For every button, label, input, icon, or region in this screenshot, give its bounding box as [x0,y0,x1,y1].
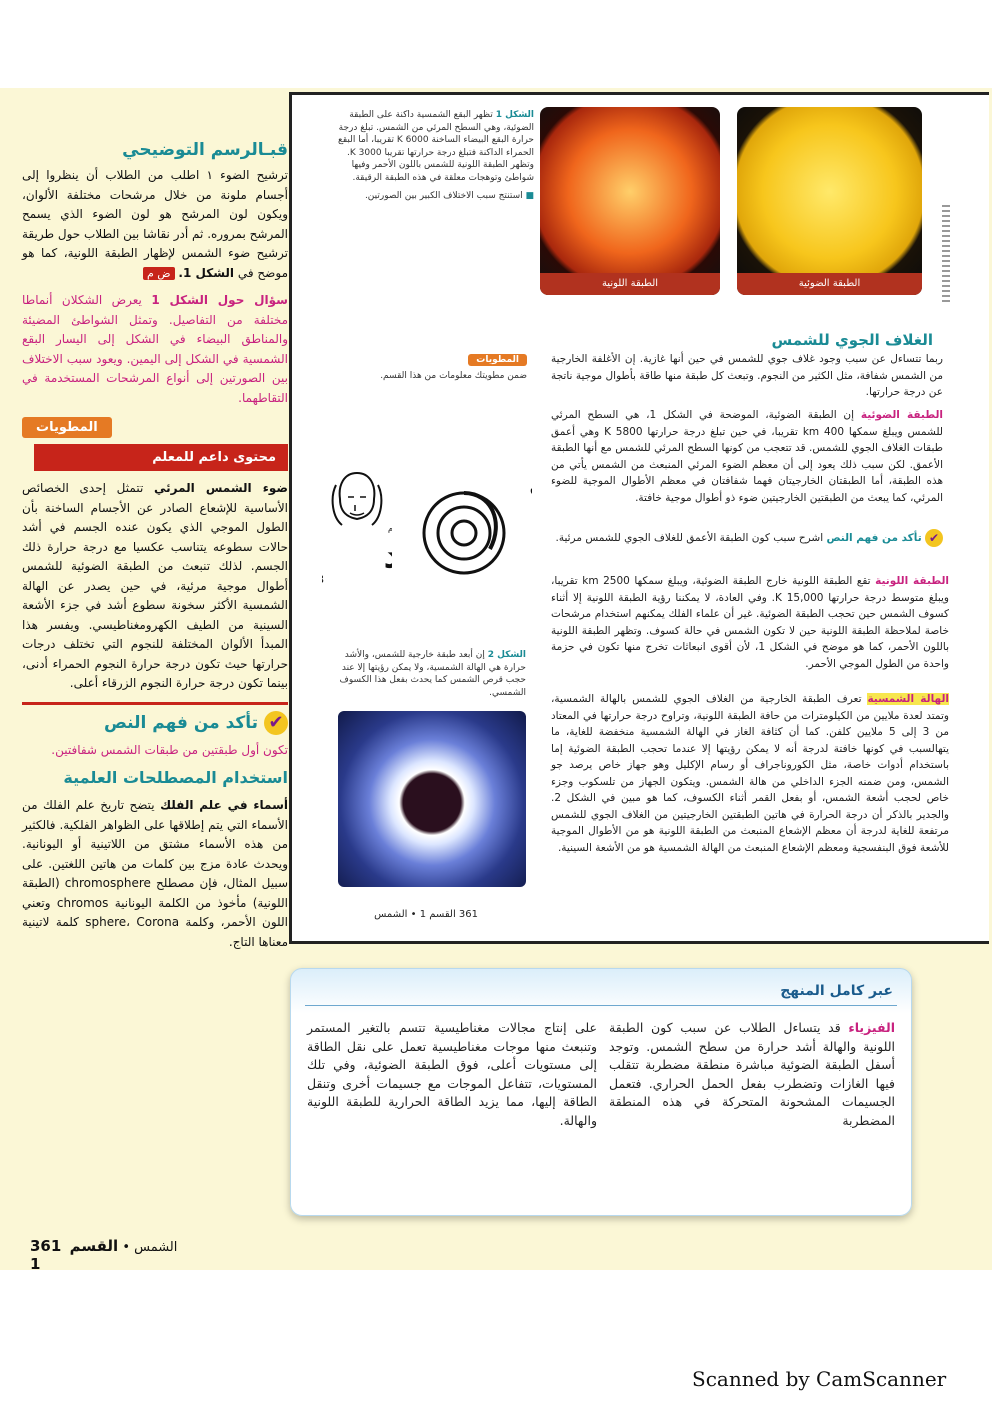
check-answer: تكون أول طبقتين من طبقات الشمس شفافتين. [51,742,288,757]
physics-column-right [609,1019,895,1130]
figure1-label: الشكل 1 [495,110,534,120]
photosphere-label: الطبقة الضوئية [737,273,922,295]
chromosphere-paragraph [551,573,949,672]
page-number: 361 [30,1237,62,1255]
cross-curricular-title: عبر كامل المنهج [780,983,893,999]
filter-text: ترشيح الضوء ١ اطلب من الطلاب أن ينظروا إلى أجسام ملونة من خلال مرشحات مختلفة الألوان، ويكون لون المرشح هو لون الضوء الذي يسمح المرشح بمروره. ثم أدر نقاشا بين الطلاب حول طريقة ترشيح ضوء الشمس لإظهار الطبقة اللونية، كما هو موضح في [22,168,289,280]
skill-tag: ض م [143,267,175,280]
visible-light-paragraph [22,479,288,694]
corona-term: الهالة الشمسية [867,693,949,705]
solar-eclipse-image [338,711,526,887]
scanner-watermark: Scanned by CamScanner [692,1367,947,1391]
stamp-right-text [530,479,532,495]
spiral-logo-icon [412,473,532,583]
figure2-caption-text: إن أبعد طبقة خارجية للشمس، والأشد حرارة هي الهالة الشمسية، ولا يمكن رؤيتها إلا عند حجب قرص الشمس كما يحدث بفعل هذا الكسوف الشمسي. [339,650,526,698]
science-terms-title: استخدام المصطلحات العلمية [63,768,288,787]
checkmark-icon: ✔ [264,711,288,735]
zayed-portrait-icon [322,467,392,587]
photosphere-paragraph [551,407,943,506]
filter-paragraph [22,166,288,283]
question-lead: سؤال حول الشكل 1 [151,293,288,307]
student-page-inset [289,92,989,944]
zayed-year-stamp [322,467,392,587]
figure2-caption [338,649,526,699]
section-title-figure [22,140,288,160]
photosphere-image [737,107,922,295]
figure-ref: الشكل 1. [178,265,235,280]
visible-light-text: تتمثل إحدى الخصائص الأساسية للإشعاع الصادر عن الأجسام الساخنة بأن الطول الموجي الذي يكون عنده الجسم في أشد حالات سطوعه يتناسب عكسيا مع درجة حرارة ذلك الجسم. لذلك تنبعث من الطبقة الضوئية للشمس أطوال موجية مرئية، في حين يصدر عن الهالة الشمسية الأكثر سخونة سطوع أشد في جزء الأشعة السينية من الطيف الكهرومغناطيسي. ويفسر هذا المبدأ الألوان المختلفة للنجوم التي تختلف درجات حرارتها حيث تكون درجة حرارة النجوم الحمراء أدنى، بينما تكون درجة حرارة النجوم الزرقاء أعلى. [22,481,288,690]
check-understanding-title [22,711,288,735]
check-title-text: تأكد من فهم النص [103,712,259,733]
foldables-note [327,347,527,383]
student-page-footer: 361 القسم 1 • الشمس [374,909,478,920]
foldables-tag: المطويات [468,354,527,366]
pride-stamp [412,473,532,583]
foldables-tag-wrap [22,416,288,438]
physics-column-left: على إنتاج مجالات مغناطيسية تتسم بالتغير المستمر وتنبعث منها موجات مغناطيسية تعمل على نقل الطاقة إلى مستويات أعلى، فوق الطبقة الضوئية، وفي تلك المستويات، تتفاعل الموجات مع جسيمات أخرى وتنقل الطاقة إليها، مما يزيد الطاقة الحرارية للطبقة اللونية والهالة. [307,1020,597,1128]
reading-check [551,529,943,547]
visible-light-lead: ضوء الشمس المرئي [154,481,288,495]
figure2-label: الشكل 2 [487,650,526,660]
atmosphere-intro: ربما تتساءل عن سبب وجود غلاف جوي للشمس في حين أنها غازية. إن الأغلفة الخارجية من الشمس شفافة، مثل الكثير من النجوم. وتبعث كل طبقة منها طاقة بأطوال موجية ناتجة عن درجة حرارتها. [551,353,943,398]
teacher-wrap-column [22,140,288,960]
figure1-infer: ■ استنتج سبب الاختلاف الكبير بين الصورتين. [364,191,534,201]
figure1-caption [334,109,534,203]
atmosphere-title: الغلاف الجوي للشمس [771,331,933,349]
corona-text: تعرف الطبقة الخارجية من الغلاف الجوي للشمس بالهالة الشمسية، وتمتد لعدة ملايين من الكيلومترات من حافة الطبقة اللونية، وتراوح درجة حرارتها في المعتاد من 3 إلى 5 ملايين كلفن. كما أن كثافة الغاز في الهالة الشمسية منخفضة للغاية، ما يتهالسبب في كونها خافتة لدرجة أنه لا يمكن رؤيتها إلا عندما تحجب الطبقة الضوئية إما باستخدام أدوات خاصة، مثل الكوروناجراف أو رسام الإكليل وهو جهاز خاص يرصد جو الشمس، ومن ضمنه الجزء الداخلي من هالة الشمس. ويتكون الجهاز من تلسكوب وجزء خاص لحجب أشعة الشمس، أو بفعل القمر أثناء الكسوف، كما هو مبين في الشكل 2. والجدير بالذكر أن درجة الحرارة في هاتين الطبقتين الخارجيتين من الغلاف الجوي للشمس مرتفعة للغاية لدرجة أن معظم الإشعاع المنبعث من الطبقة اللونية هو من الأطوال الموجية للأشعة فوق البنفسجية ومعظم الإشعاع المنبعث من الهالة الشمسية هو من الأشعة السينية. [551,693,949,854]
title-rule [305,1005,897,1006]
physics-text-right: قد يتساءل الطلاب عن سبب كون الطبقة اللونية والهالة أشد حرارة من سطح الشمس. وتوجد أسفل الطبقة الضوئية مباشرة منطقة مضطربة تتقلب فيها الغازات وتضطرب بفعل الحمل الحراري. فتعمل الجسيمات المشحونة المتحركة في هذه المنطقة المضطربة [609,1020,895,1128]
stamp-year [322,573,324,586]
science-terms-lead: أسماء في علم الفلك [160,798,288,812]
physics-lead: الفيزياء [848,1020,895,1035]
figure1-infer-text: استنتج سبب الاختلاف الكبير بين الصورتين. [364,191,523,201]
chromosphere-term: الطبقة اللونية [875,575,949,587]
photosphere-text: إن الطبقة الضوئية، الموضحة في الشكل 1، هي السطح المرئي للشمس ويبلغ سمكها 400 km تقريبا، في حين تبلغ درجة حرارتها 5800 K وهي أعمق طبقات الغلاف الجوي للشمس. قد تتعجب من كونها السطح المرئي للشمس مع أنها الطبقة الأعمق. لكن سبب ذلك يعود إلى أن معظم الضوء المرئي المنبعث من الشمس يأتي من هذه الطبقة، أما الطبقتان الخارجيتان فهما شفافتان في معظم الأطوال الموجية للضوء المرئي، كما يبعث من الطبقتين الخارجيتين ضوء ذو أطوال موجية خافتة. [551,409,943,504]
reading-check-text: اشرح سبب كون الطبقة الأعمق للغلاف الجوي للشمس مرئية. [555,532,824,544]
foldables-tag: المطويات [22,417,112,438]
divider [22,702,288,705]
checkmark-icon: ✔ [925,529,943,547]
chromosphere-label: الطبقة اللونية [540,273,720,295]
figure1-caption-text: تظهر البقع الشمسية داكنة على الطبقة الضوئية، وهي السطح المرئي من الشمس. تبلغ درجة حرارة البقع البيضاء الساخنة 6000 K تقريبا، أما البقع الحمراء الداكنة فتبلغ درجة حرارتها تقريبا 3000 K. وتظهر الطبقة اللونية للشمس باللون الأحمر وفيها شواطئ وتوهجات معلقة في هذه الطبقة الرقيقة. [338,110,534,183]
cross-curricular-box [290,968,912,1216]
chromosphere-text: تقع الطبقة اللونية خارج الطبقة الضوئية، ويبلغ سمكها 2500 km تقريبا، ويبلغ متوسط درجة حرارتها 15,000 K. وفي العادة، لا يمكننا رؤية الطبقة اللونية إلا أثناء كسوف الشمس حين تحجب الطبقة الضوئية. غير أن علماء الفلك يمكنهم استخدام مرشحات خاصة لملاحظة الطبقة اللونية حين لا تكون الشمس في حالة كسوف. وتظهر الطبقة اللونية باللون الأحمر، كما هو موضح في الشكل 1، لأن أقوى انبعاثات تخرج منها تكون في حزمة واحدة من الطول الموجي الأحمر. [551,575,950,670]
stamp-year-label: م [388,524,392,533]
photosphere-term: الطبقة الضوئية [860,409,943,421]
section-title-text: قبـالرسم التوضيحي [122,140,288,160]
question-text: يعرض الشكلان أنماطا مختلفة من التفاصيل. وتمثل الشواطئ المضيئة والمناطق البيضاء في الشكل إلى اليسار البقع الشمسية في الشكل إلى اليمين. ويعود سبب الاختلاف بين الصورتين إلى أنواع المرشحات المستخدمة في التقاطهما. [22,293,288,405]
teacher-support-banner: محتوى داعم للمعلم [34,444,288,471]
figure-question [22,291,288,408]
stamp-name [384,536,392,576]
science-terms-text: يتضح تاريخ علم الفلك من الأسماء التي يتم إطلاقها على الظواهر الفلكية. فالكثير من هذه الأسماء مشتق من اللاتينية أو اليونانية. ويحدث عادة مزج بين كلمات من هاتين اللغتين. على سبيل المثال، فإن مصطلح chromosphere (الطبقة اللونية) مأخوذ من الكلمة اليونانية chromos وتعني اللون الأحمر، وكلمة sphere، Corona كلمة لاتينية معناها التاج. [22,798,288,949]
footer-section: القسم 1 [30,1237,119,1273]
photo-credit-strip [942,205,950,305]
science-terms-paragraph [22,796,288,952]
corona-paragraph [551,691,949,856]
footer-topic: الشمس [134,1240,178,1255]
page-footer: 361 الشمس • القسم 1 [30,1237,178,1273]
foldables-text: ضمن مطويتك معلومات من هذا القسم. [380,371,527,381]
chromosphere-image [540,107,720,295]
reading-check-lead: تأكد من فهم النص [826,532,922,544]
